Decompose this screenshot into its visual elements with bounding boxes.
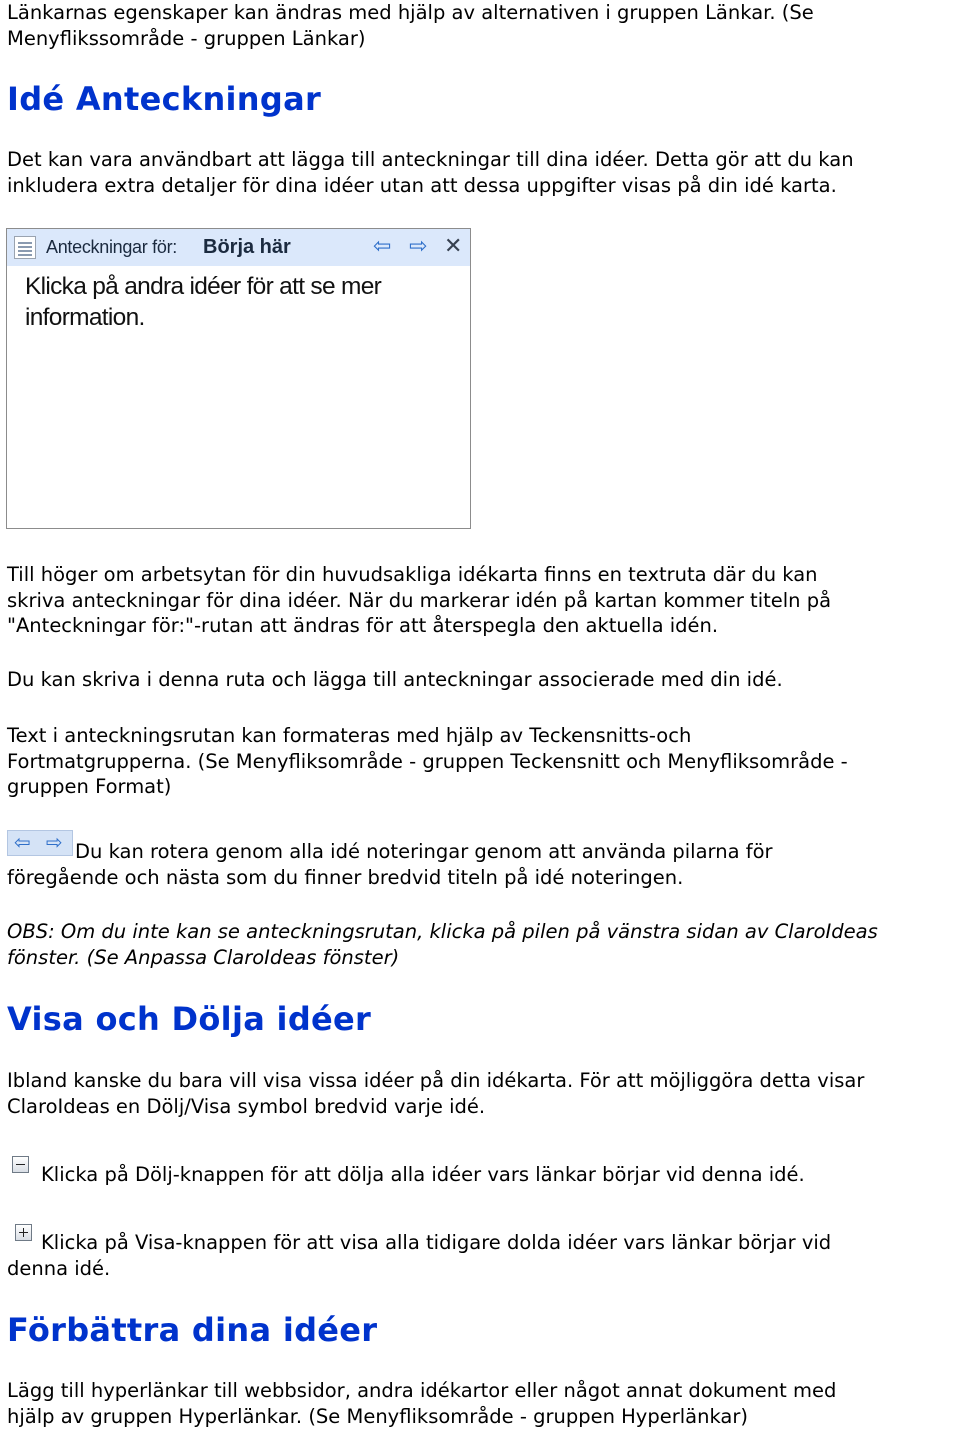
intro-line: Menyflikssområde - gruppen Länkar) (7, 26, 366, 50)
forward-arrow-icon[interactable]: ⇨ (409, 234, 428, 259)
notes-format-paragraph (7, 723, 848, 800)
text-line: Lägg till hyperlänkar till webbsidor, andra idékartor eller något annat dokument med (7, 1379, 837, 1402)
notes-description-paragraph (7, 562, 831, 639)
text-line: Klicka på Visa-knappen för att visa alla tidigare dolda idéer vars länkar börjar vid (41, 1231, 832, 1254)
text-line: fönster. (Se Anpassa ClaroIdeas fönster) (7, 945, 400, 969)
text-line: föregående och nästa som du finner bredvid titeln på idé noteringen. (7, 865, 684, 889)
text-line: skriva anteckningar för dina idéer. När du markerar idén på kartan kommer titeln på (7, 588, 832, 612)
text-line: Text i anteckningsrutan kan formateras med hjälp av Teckensnitts-och (7, 724, 692, 747)
text-line: denna idé. (7, 1256, 111, 1280)
heading-visa-och-dolja: Visa och Dölja idéer (7, 1000, 372, 1038)
notes-panel-text-line: information. (25, 304, 145, 331)
notes-document-icon (14, 236, 36, 259)
notes-idea-title: Börja här (203, 236, 291, 258)
notes-intro-paragraph (7, 147, 854, 198)
notes-panel-text-line: Klicka på andra idéer för att se mer (25, 273, 382, 300)
heading-forbattra: Förbättra dina idéer (7, 1311, 378, 1349)
text-line: ClaroIdeas en Dölj/Visa symbol bredvid varje idé. (7, 1094, 486, 1118)
prev-arrow-icon: ⇦ (14, 830, 31, 854)
notes-panel-titlebar (7, 229, 470, 266)
notes-write-paragraph (7, 667, 783, 693)
text-line: gruppen Format) (7, 775, 172, 798)
back-arrow-icon[interactable]: ⇦ (373, 234, 392, 259)
heading-ide-anteckningar: Idé Anteckningar (7, 80, 322, 118)
notes-panel-screenshot (6, 228, 471, 529)
show-hide-intro-paragraph (7, 1068, 864, 1119)
text-line: Du kan rotera genom alla idé noteringar genom att använda pilarna för (75, 840, 773, 863)
notes-panel-text[interactable] (25, 271, 381, 333)
text-line: Klicka på Dölj-knappen för att dölja alla idéer vars länkar börjar vid denna idé. (41, 1163, 805, 1186)
text-line: OBS: Om du inte kan se anteckningsrutan, klicka på pilen på vänstra sidan av ClaroIdeas (7, 920, 878, 943)
notes-rotate-paragraph (7, 839, 773, 890)
text-line: Ibland kanske du bara vill visa vissa idéer på din idékarta. För att möjliggöra detta visar (7, 1069, 865, 1092)
notes-for-label: Anteckningar för: (46, 237, 177, 257)
close-icon[interactable]: ✕ (444, 234, 463, 259)
obs-paragraph (7, 919, 878, 970)
text-line: "Anteckningar för:"-rutan att ändras för att återspegla den aktuella idén. (7, 614, 719, 637)
text-line: Du kan skriva i denna ruta och lägga till anteckningar associerade med din idé. (7, 668, 783, 691)
text-line: Det kan vara användbart att lägga till anteckningar till dina idéer. Detta gör att du kan (7, 148, 854, 171)
text-line: inkludera extra detaljer för dina idéer utan att dessa uppgifter visas på din idé karta. (7, 173, 837, 197)
text-line: Fortmatgrupperna. (Se Menyfliksområde - gruppen Teckensnitt och Menyfliksområde - (7, 749, 848, 773)
improve-paragraph (7, 1378, 836, 1429)
hide-button-paragraph (7, 1162, 805, 1188)
show-button-paragraph (7, 1230, 831, 1281)
text-line: hjälp av gruppen Hyperlänkar. (Se Menyfliksområde - gruppen Hyperlänkar) (7, 1404, 748, 1428)
next-arrow-icon: ⇨ (46, 830, 63, 854)
text-line: Till höger om arbetsytan för din huvudsakliga idékarta finns en textruta där du kan (7, 563, 818, 586)
intro-paragraph (7, 0, 814, 51)
intro-line: Länkarnas egenskaper kan ändras med hjälp av alternativen i gruppen Länkar. (Se (7, 1, 814, 24)
